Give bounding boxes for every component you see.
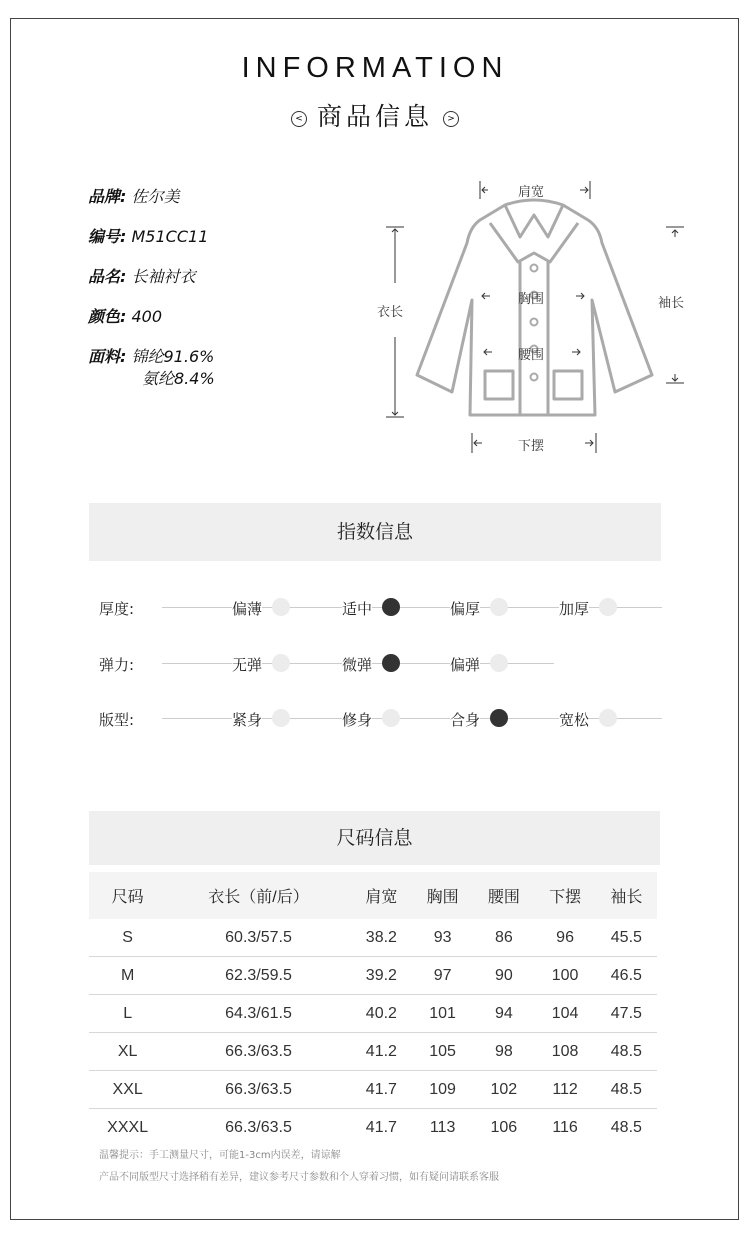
index-option: [302, 703, 412, 733]
spec-value: 佐尔美: [131, 187, 180, 206]
table-cell: 100: [534, 957, 595, 995]
table-cell: 66.3/63.5: [166, 1033, 350, 1071]
table-cell: 86: [473, 919, 534, 957]
table-cell: 41.2: [351, 1033, 412, 1071]
column-header: 胸围: [412, 872, 473, 919]
option-label: 适中: [341, 600, 372, 618]
label-hem: 下摆: [518, 439, 545, 454]
title-chinese-row: [0, 97, 750, 133]
spec-key: 品名:: [88, 267, 127, 286]
spec-color: [88, 304, 162, 327]
index-option: [519, 703, 629, 733]
table-cell: 38.2: [351, 919, 412, 957]
option-label: 微弹: [341, 656, 372, 674]
index-option-selected: [302, 592, 412, 622]
spec-code: [88, 224, 208, 247]
spec-key: 品牌:: [88, 187, 127, 206]
table-cell: 93: [412, 919, 473, 957]
option-label: 无弹: [231, 656, 262, 674]
table-cell: 60.3/57.5: [166, 919, 350, 957]
column-header: 袖长: [596, 872, 657, 919]
table-cell: 112: [534, 1071, 595, 1109]
spec-key: 颜色:: [88, 307, 127, 326]
shirt-measurement-diagram: [370, 175, 700, 465]
table-cell: 39.2: [351, 957, 412, 995]
label-waist: 腰围: [518, 348, 545, 363]
option-label: 紧身: [231, 711, 262, 729]
table-cell: 94: [473, 995, 534, 1033]
table-cell: 109: [412, 1071, 473, 1109]
size-table-header-row: [89, 872, 657, 919]
index-label: 弹力:: [99, 656, 135, 674]
size-section-header: 尺码信息: [89, 811, 660, 865]
table-cell: 45.5: [596, 919, 657, 957]
index-option: [410, 592, 520, 622]
table-cell: 48.5: [610, 1118, 642, 1136]
option-dot-icon: [272, 654, 290, 672]
table-cell: L: [89, 995, 166, 1033]
option-label: 加厚: [558, 600, 589, 618]
circle-left-arrow-icon: <: [291, 111, 307, 127]
label-shoulder: 肩宽: [518, 185, 545, 200]
table-cell: 41.7: [351, 1071, 412, 1109]
spec-value: 长袖衬衣: [131, 267, 196, 286]
table-cell: M: [89, 957, 166, 995]
spec-value: M51CC11: [131, 227, 209, 246]
option-label: 宽松: [558, 711, 589, 729]
spec-fabric-line2: 氨纶8.4%: [142, 369, 215, 388]
table-cell: 98: [473, 1033, 534, 1071]
spec-brand: [88, 184, 180, 207]
table-cell: 66.3/63.5: [225, 1118, 292, 1136]
table-cell: 40.2: [351, 995, 412, 1033]
table-cell: XXXL: [107, 1118, 149, 1136]
option-label: 修身: [341, 711, 372, 729]
table-cell: S: [89, 919, 166, 957]
table-cell: XL: [89, 1033, 166, 1071]
table-row: [89, 1109, 657, 1147]
table-cell: XXL: [89, 1071, 166, 1109]
table-cell: 48.5: [596, 1033, 657, 1071]
table-cell: 41.7: [365, 1118, 397, 1136]
spec-key: 面料:: [88, 347, 127, 366]
index-option: [192, 592, 302, 622]
option-dot-icon: [599, 598, 617, 616]
spec-key: 编号:: [88, 227, 127, 246]
option-dot-icon: [382, 709, 400, 727]
table-cell: 96: [534, 919, 595, 957]
title-english: INFORMATION: [241, 52, 509, 84]
label-sleeve: 袖长: [658, 296, 685, 311]
size-table-body: [89, 919, 657, 1146]
option-dot-icon: [490, 654, 508, 672]
column-header: 尺码: [89, 872, 166, 919]
option-label: 合身: [449, 711, 480, 729]
table-cell: 48.5: [596, 1071, 657, 1109]
index-option: [519, 592, 629, 622]
index-option: [410, 648, 520, 678]
option-label: 偏弹: [449, 656, 480, 674]
column-header: 下摆: [534, 872, 595, 919]
option-label: 偏厚: [449, 600, 480, 618]
shirt-outline-icon: [370, 175, 700, 465]
table-cell: 66.3/63.5: [166, 1071, 350, 1109]
title-chinese: 商品信息: [316, 102, 433, 131]
index-option: [192, 648, 302, 678]
label-chest: 胸围: [518, 292, 545, 307]
table-cell: 113: [429, 1118, 456, 1136]
size-table: [89, 872, 657, 1146]
index-option: [192, 703, 302, 733]
table-cell: 104: [534, 995, 595, 1033]
index-option-selected: [410, 703, 520, 733]
table-cell: 105: [412, 1033, 473, 1071]
table-row: [89, 1071, 657, 1109]
option-dot-icon: [272, 598, 290, 616]
table-row: [89, 957, 657, 995]
table-cell: 97: [412, 957, 473, 995]
index-row-thickness: [0, 592, 750, 622]
circle-right-arrow-icon: >: [443, 111, 459, 127]
index-section-header: 指数信息: [89, 503, 661, 561]
option-dot-icon: [599, 709, 617, 727]
column-header: 肩宽: [351, 872, 412, 919]
column-header: 腰围: [473, 872, 534, 919]
spec-fabric: [88, 344, 214, 367]
table-cell: 47.5: [596, 995, 657, 1033]
spec-value: 锦纶91.6%: [131, 347, 215, 366]
index-row-fit: [0, 703, 750, 733]
table-cell: 64.3/61.5: [166, 995, 350, 1033]
option-dot-selected-icon: [382, 654, 400, 672]
table-cell: 46.5: [596, 957, 657, 995]
table-cell: 101: [412, 995, 473, 1033]
spec-value: 400: [131, 307, 163, 326]
option-label: 偏薄: [231, 600, 262, 618]
table-row: [89, 995, 657, 1033]
option-dot-icon: [490, 598, 508, 616]
index-label: 厚度:: [99, 600, 135, 618]
spec-name: [88, 264, 196, 287]
table-cell: 62.3/59.5: [166, 957, 350, 995]
table-cell: 106: [490, 1118, 518, 1136]
table-cell: 116: [552, 1118, 578, 1136]
index-option-selected: [302, 648, 412, 678]
note-measurement: 温馨提示：手工测量尺寸，可能1-3cm内误差，请谅解: [99, 1150, 341, 1161]
table-row: [89, 919, 657, 957]
index-row-elasticity: [0, 648, 750, 678]
index-label: 版型:: [99, 711, 135, 729]
option-dot-selected-icon: [382, 598, 400, 616]
table-row: [89, 1033, 657, 1071]
option-dot-selected-icon: [490, 709, 508, 727]
note-advice: 产品不同版型尺寸选择稍有差异，建议参考尺寸参数和个人穿着习惯，如有疑问请联系客服: [99, 1172, 499, 1183]
table-cell: 102: [473, 1071, 534, 1109]
option-dot-icon: [272, 709, 290, 727]
table-cell: 108: [534, 1033, 595, 1071]
column-header: 衣长（前/后）: [166, 872, 350, 919]
label-length: 衣长: [377, 305, 404, 320]
table-cell: 90: [473, 957, 534, 995]
